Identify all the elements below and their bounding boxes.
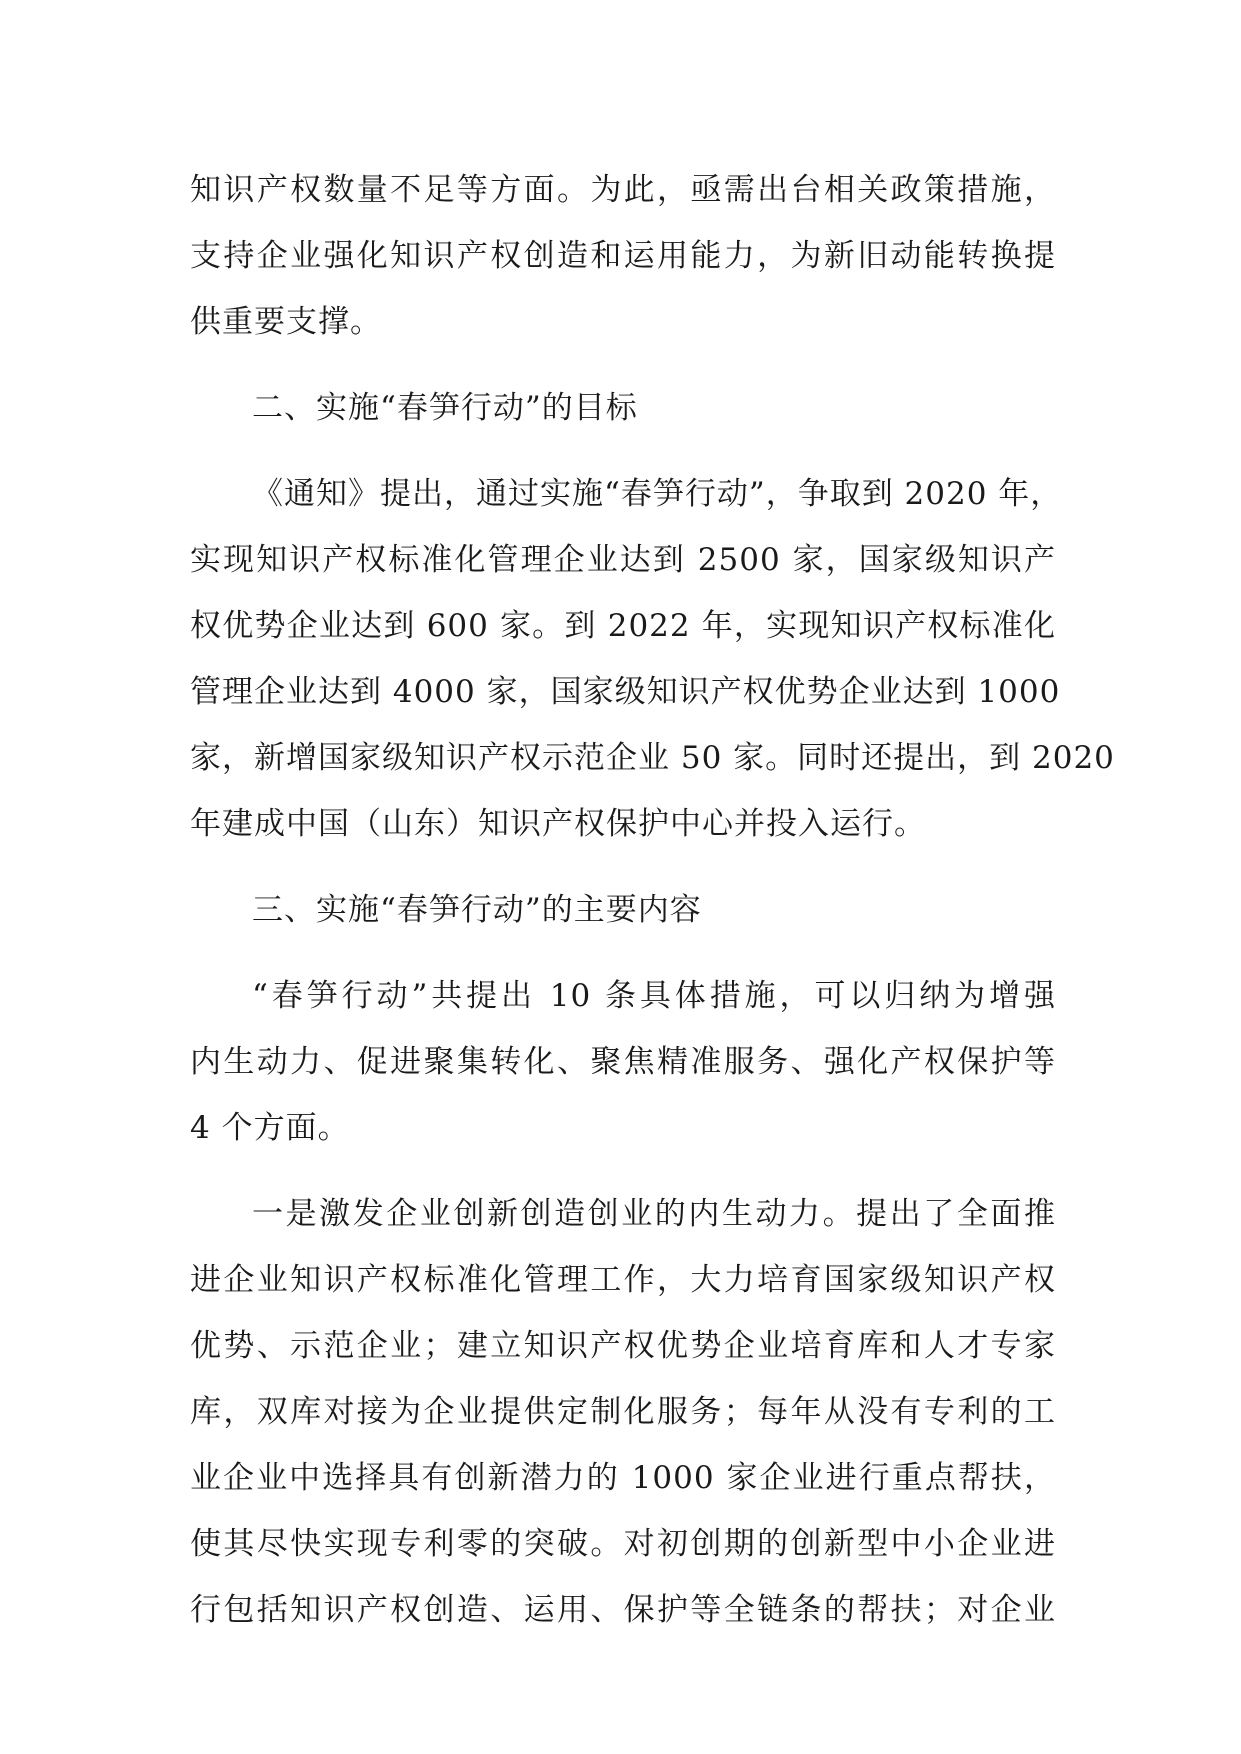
paragraph-spacer <box>190 1161 1056 1181</box>
paragraph-line: 年建成中国（山东）知识产权保护中心并投入运行。 <box>190 806 926 842</box>
paragraph-line: 知识产权数量不足等方面。为此，亟需出台相关政策措施， <box>190 172 1056 208</box>
paragraph-spacer <box>190 441 1056 461</box>
paragraph-line: 管理企业达到 4000 家，国家级知识产权优势企业达到 1000 <box>190 674 1061 710</box>
paragraph-spacer <box>190 355 1056 375</box>
paragraph-line: 权优势企业达到 600 家。到 2022 年，实现知识产权标准化 <box>190 608 1056 644</box>
paragraph-line: 供重要支撑。 <box>190 304 382 340</box>
paragraph-line: 支持企业强化知识产权创造和运用能力，为新旧动能转换提 <box>190 238 1056 274</box>
paragraph-spacer <box>190 857 1056 877</box>
section-heading: 二、实施“春笋行动”的目标 <box>252 390 638 426</box>
paragraph-line: 行包括知识产权创造、运用、保护等全链条的帮扶；对企业 <box>190 1592 1056 1628</box>
paragraph-spacer <box>190 943 1056 963</box>
paragraph-line: 一是激发企业创新创造创业的内生动力。提出了全面推 <box>252 1196 1056 1232</box>
paragraph-line: 使其尽快实现专利零的突破。对初创期的创新型中小企业进 <box>190 1526 1056 1562</box>
document-body <box>190 157 1115 1643</box>
paragraph-line: “春笋行动”共提出 10 条具体措施，可以归纳为增强 <box>252 978 1056 1014</box>
paragraph-line: 《通知》提出，通过实施“春笋行动”，争取到 2020 年， <box>252 476 1063 512</box>
paragraph-line: 优势、示范企业；建立知识产权优势企业培育库和人才专家 <box>190 1328 1056 1364</box>
paragraph-line: 业企业中选择具有创新潜力的 1000 家企业进行重点帮扶， <box>190 1460 1056 1496</box>
paragraph-line: 库，双库对接为企业提供定制化服务；每年从没有专利的工 <box>190 1394 1056 1430</box>
section-heading: 三、实施“春笋行动”的主要内容 <box>252 892 702 928</box>
paragraph-line: 内生动力、促进聚集转化、聚焦精准服务、强化产权保护等 <box>190 1044 1056 1080</box>
paragraph-line: 家，新增国家级知识产权示范企业 50 家。同时还提出，到 2020 <box>190 740 1115 776</box>
paragraph-line: 实现知识产权标准化管理企业达到 2500 家，国家级知识产 <box>190 542 1056 578</box>
paragraph-line: 进企业知识产权标准化管理工作，大力培育国家级知识产权 <box>190 1262 1056 1298</box>
paragraph-line: 4 个方面。 <box>190 1110 350 1146</box>
